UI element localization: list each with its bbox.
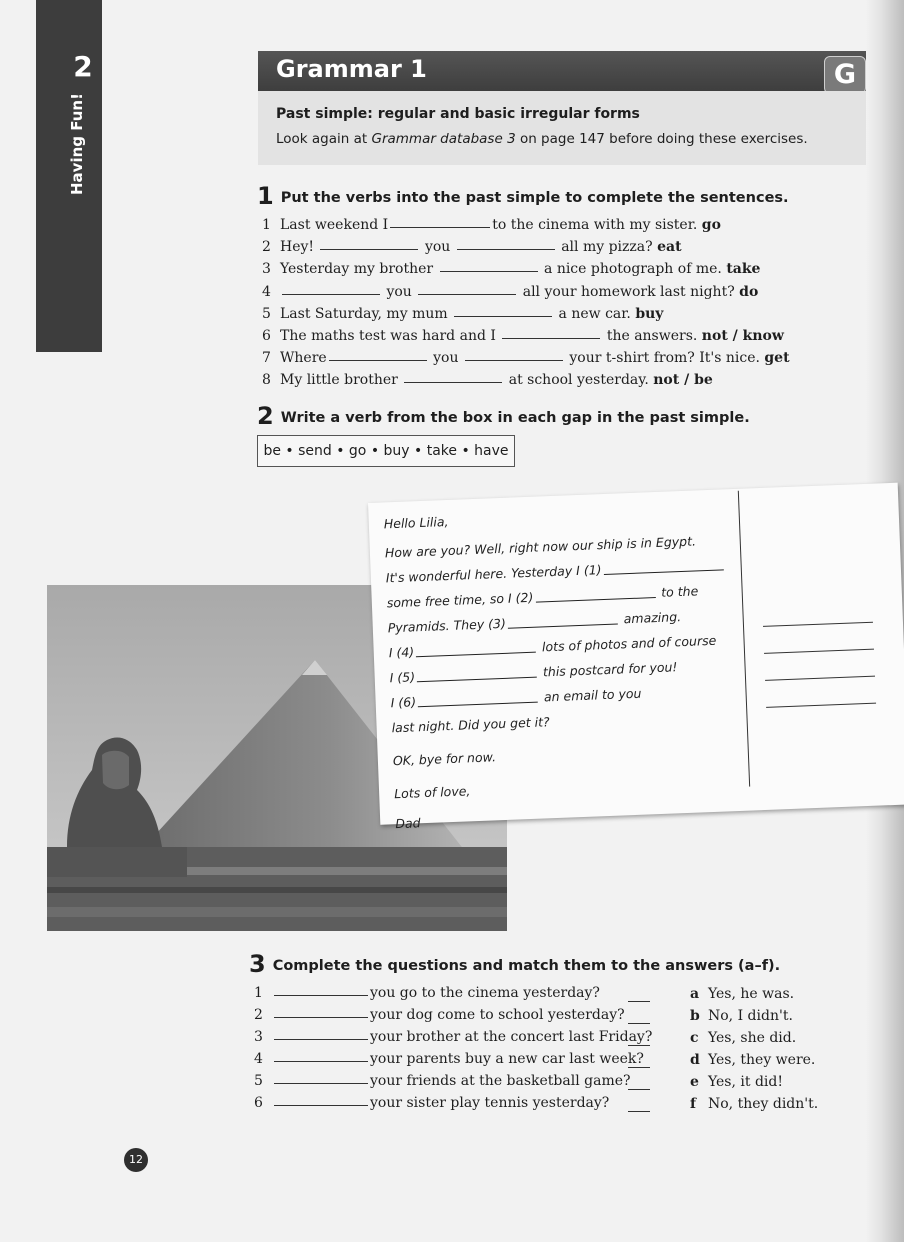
postcard-line: I (6) an email to you [390, 685, 642, 711]
ex3-question-2: 2 your dog come to school yesterday? [254, 1007, 625, 1023]
match-gap-3[interactable] [628, 1035, 650, 1046]
postcard-gap-3[interactable] [508, 614, 618, 629]
postcard-line: Pyramids. They (3) amazing. [387, 609, 682, 636]
match-gap-6[interactable] [628, 1101, 650, 1112]
ex1-item-5: 5 Last Saturday, my mum a new car. buy [262, 306, 664, 322]
answer-gap[interactable] [404, 372, 502, 383]
grammar-subtitle: Past simple: regular and basic irregular forms [276, 106, 640, 122]
exercise-1-number: 1 [257, 182, 274, 210]
exercise-3-number: 3 [249, 950, 266, 978]
match-gap-1[interactable] [628, 991, 650, 1002]
postcard-gap-5[interactable] [417, 667, 537, 683]
grammar-database-ref: Grammar database 3 [371, 131, 516, 147]
grammar-note: Look again at Grammar database 3 on page 147 before doing these exercises. [276, 131, 808, 147]
match-gap-2[interactable] [628, 1013, 650, 1024]
address-line [765, 676, 875, 681]
ex3-answer-b: b No, I didn't. [690, 1008, 793, 1024]
postcard [368, 483, 904, 832]
answer-gap[interactable] [274, 1051, 368, 1062]
postcard-gap-4[interactable] [416, 642, 536, 658]
postcard-line: OK, bye for now. [392, 749, 497, 769]
answer-gap[interactable] [274, 1029, 368, 1040]
ex3-answer-d: d Yes, they were. [690, 1052, 816, 1068]
exercise-2-number: 2 [257, 402, 274, 430]
ex3-question-1: 1 you go to the cinema yesterday? [254, 985, 600, 1001]
exercise-3-heading: 3 Complete the questions and match them to the answers (a–f). [249, 950, 781, 978]
postcard-signature: Dad [395, 815, 421, 832]
grammar-badge: G [824, 56, 866, 94]
answer-gap[interactable] [454, 306, 552, 317]
address-line [764, 649, 874, 654]
answer-gap[interactable] [274, 985, 368, 996]
postcard-line: I (5) this postcard for you! [389, 659, 678, 686]
answer-gap[interactable] [440, 261, 538, 272]
postcard-gap-1[interactable] [603, 559, 723, 575]
unit-label: Having Fun! [68, 93, 86, 195]
ex1-item-8: 8 My little brother at school yesterday. not / be [262, 372, 713, 388]
page-number: 12 [124, 1148, 148, 1172]
answer-gap[interactable] [457, 239, 555, 250]
answer-gap[interactable] [329, 350, 427, 361]
answer-gap[interactable] [390, 217, 490, 228]
ex3-answer-f: f No, they didn't. [690, 1096, 819, 1112]
answer-gap[interactable] [282, 284, 380, 295]
postcard-greeting: Hello Lilia, [383, 513, 449, 532]
ex3-question-4: 4 your parents buy a new car last week? [254, 1051, 644, 1067]
address-line [763, 622, 873, 627]
ex3-answer-e: e Yes, it did! [690, 1074, 783, 1090]
postcard-gap-6[interactable] [418, 692, 538, 708]
answer-gap[interactable] [274, 1095, 368, 1106]
answer-gap[interactable] [274, 1007, 368, 1018]
match-gap-4[interactable] [628, 1057, 650, 1068]
postcard-gap-2[interactable] [535, 587, 655, 603]
ex1-item-1: 1 Last weekend I to the cinema with my sister. go [262, 217, 721, 233]
answer-gap[interactable] [418, 284, 516, 295]
ex3-question-6: 6 your sister play tennis yesterday? [254, 1095, 610, 1111]
answer-gap[interactable] [502, 328, 600, 339]
exercise-1-heading: 1 Put the verbs into the past simple to complete the sentences. [257, 182, 789, 210]
ex1-item-7: 7 Where you your t-shirt from? It's nice. get [262, 350, 790, 366]
answer-gap[interactable] [465, 350, 563, 361]
postcard-line: some free time, so I (2) to the [386, 583, 699, 611]
postcard-line: It's wonderful here. Yesterday I (1) [386, 557, 726, 585]
word-box: be • send • go • buy • take • have [257, 435, 515, 467]
postcard-line: How are you? Well, right now our ship is in Egypt. [384, 533, 697, 561]
page-title: Grammar 1 [276, 55, 427, 83]
ex3-question-5: 5 your friends at the basketball game? [254, 1073, 631, 1089]
postcard-line: Lots of love, [393, 783, 471, 802]
ex1-item-4: 4 you all your homework last night? do [262, 284, 759, 300]
ex1-item-2: 2 Hey! you all my pizza? eat [262, 239, 682, 255]
ex1-item-6: 6 The maths test was hard and I the answers. not / know [262, 328, 784, 344]
ex1-item-3: 3 Yesterday my brother a nice photograph of me. take [262, 261, 761, 277]
answer-gap[interactable] [274, 1073, 368, 1084]
ex3-question-3: 3 your brother at the concert last Friday? [254, 1029, 653, 1045]
match-gap-5[interactable] [628, 1079, 650, 1090]
postcard-divider [738, 491, 750, 787]
exercise-2-heading: 2 Write a verb from the box in each gap in the past simple. [257, 402, 750, 430]
ex3-answer-c: c Yes, she did. [690, 1030, 797, 1046]
postcard-line: last night. Did you get it? [391, 714, 550, 736]
grammar-info-box [258, 91, 866, 165]
unit-number: 2 [73, 50, 93, 83]
address-line [766, 703, 876, 708]
ex3-answer-a: a Yes, he was. [690, 986, 795, 1002]
answer-gap[interactable] [320, 239, 418, 250]
postcard-line: I (4) lots of photos and of course [388, 632, 717, 661]
